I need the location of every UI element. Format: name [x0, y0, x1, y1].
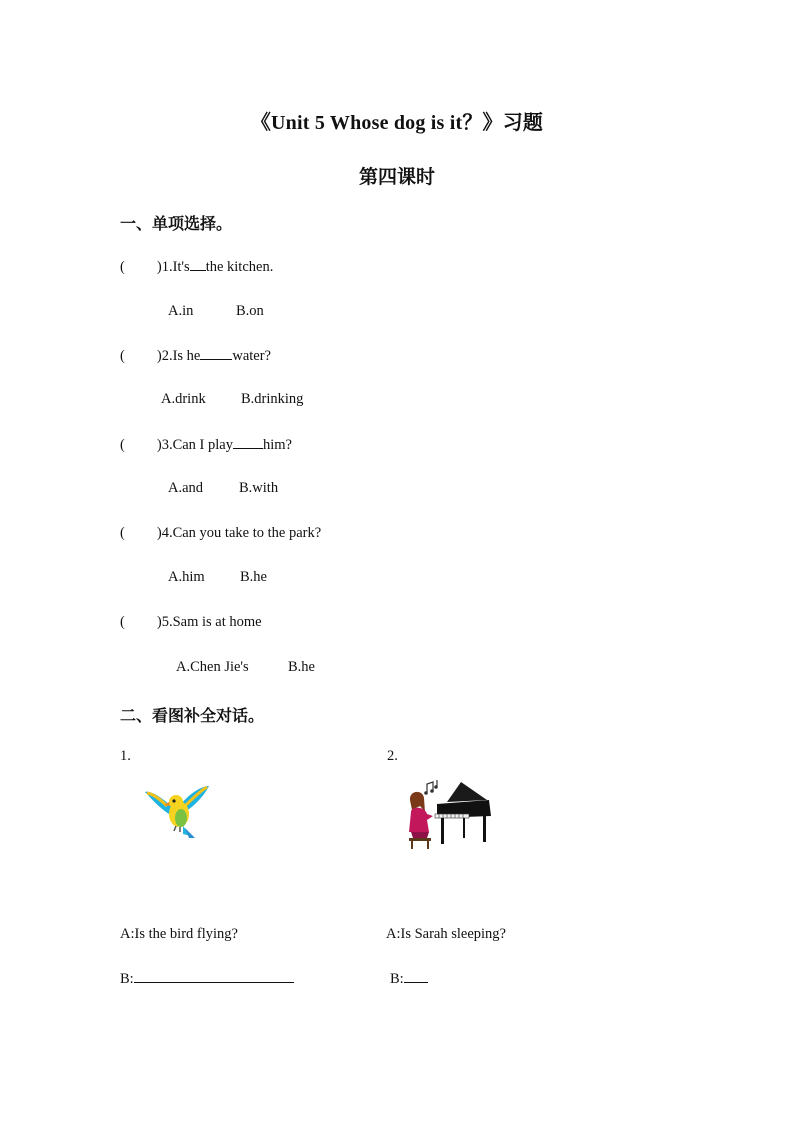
flying-bird-image: [143, 778, 213, 843]
dialogue-question-1: A:Is the bird flying?: [120, 926, 238, 942]
option-b: B.on: [236, 303, 264, 319]
answer-prefix: B:: [390, 971, 404, 987]
question-text: 3.Can I play: [161, 437, 233, 453]
answer-paren-open: (: [120, 437, 125, 453]
option-a: A.drink: [161, 391, 206, 407]
answer-blank-2[interactable]: [404, 970, 428, 983]
question-text-end: water?: [232, 348, 271, 364]
option-b: B.he: [240, 569, 267, 585]
answer-paren-close: ): [156, 614, 162, 630]
dialogue-answer-1: [120, 970, 294, 988]
dialogue-answer-2: [390, 970, 428, 988]
fill-blank[interactable]: [200, 347, 232, 360]
question-text: 5.Sam is at home: [161, 614, 262, 630]
girl-playing-piano-image: [403, 780, 499, 850]
section-heading-choice: 一、单项选择。: [120, 216, 233, 233]
question-text: 2.Is he: [161, 348, 201, 364]
option-b: B.he: [288, 659, 315, 675]
answer-paren-open: (: [120, 259, 125, 275]
answer-blank-1[interactable]: [134, 970, 294, 983]
option-b: B.with: [239, 480, 279, 496]
answer-paren-close: ): [156, 259, 162, 275]
answer-paren-close: ): [156, 348, 162, 364]
fill-blank[interactable]: [233, 436, 263, 449]
answer-paren-close: ): [156, 437, 162, 453]
section-heading-dialogue: 二、看图补全对话。: [120, 708, 265, 725]
option-a: A.Chen Jie's: [176, 659, 249, 675]
option-a: A.in: [168, 303, 194, 319]
option-b: B.drinking: [241, 391, 304, 407]
answer-paren-open: (: [120, 348, 125, 364]
page-title: 《Unit 5 Whose dog is it？》习题: [250, 112, 544, 134]
question-text-end: the kitchen.: [205, 259, 274, 275]
question-4: [120, 525, 321, 542]
question-text: 4.Can you take to the park?: [161, 525, 322, 541]
question-1: [120, 258, 273, 276]
answer-paren-open: (: [120, 525, 125, 541]
item-number-1: 1.: [120, 748, 131, 764]
page-subtitle: 第四课时: [358, 167, 435, 188]
question-text: 1.It's: [161, 259, 190, 275]
item-number-2: 2.: [387, 748, 398, 764]
question-3: [120, 436, 292, 454]
option-a: A.and: [168, 480, 204, 496]
question-text-end: him?: [262, 437, 292, 453]
answer-paren-open: (: [120, 614, 125, 630]
answer-prefix: B:: [120, 971, 134, 987]
question-2: [120, 347, 271, 365]
option-a: A.him: [168, 569, 205, 585]
fill-blank[interactable]: [190, 258, 206, 271]
answer-paren-close: ): [156, 525, 162, 541]
question-5: [120, 614, 262, 631]
dialogue-question-2: A:Is Sarah sleeping?: [386, 926, 506, 942]
